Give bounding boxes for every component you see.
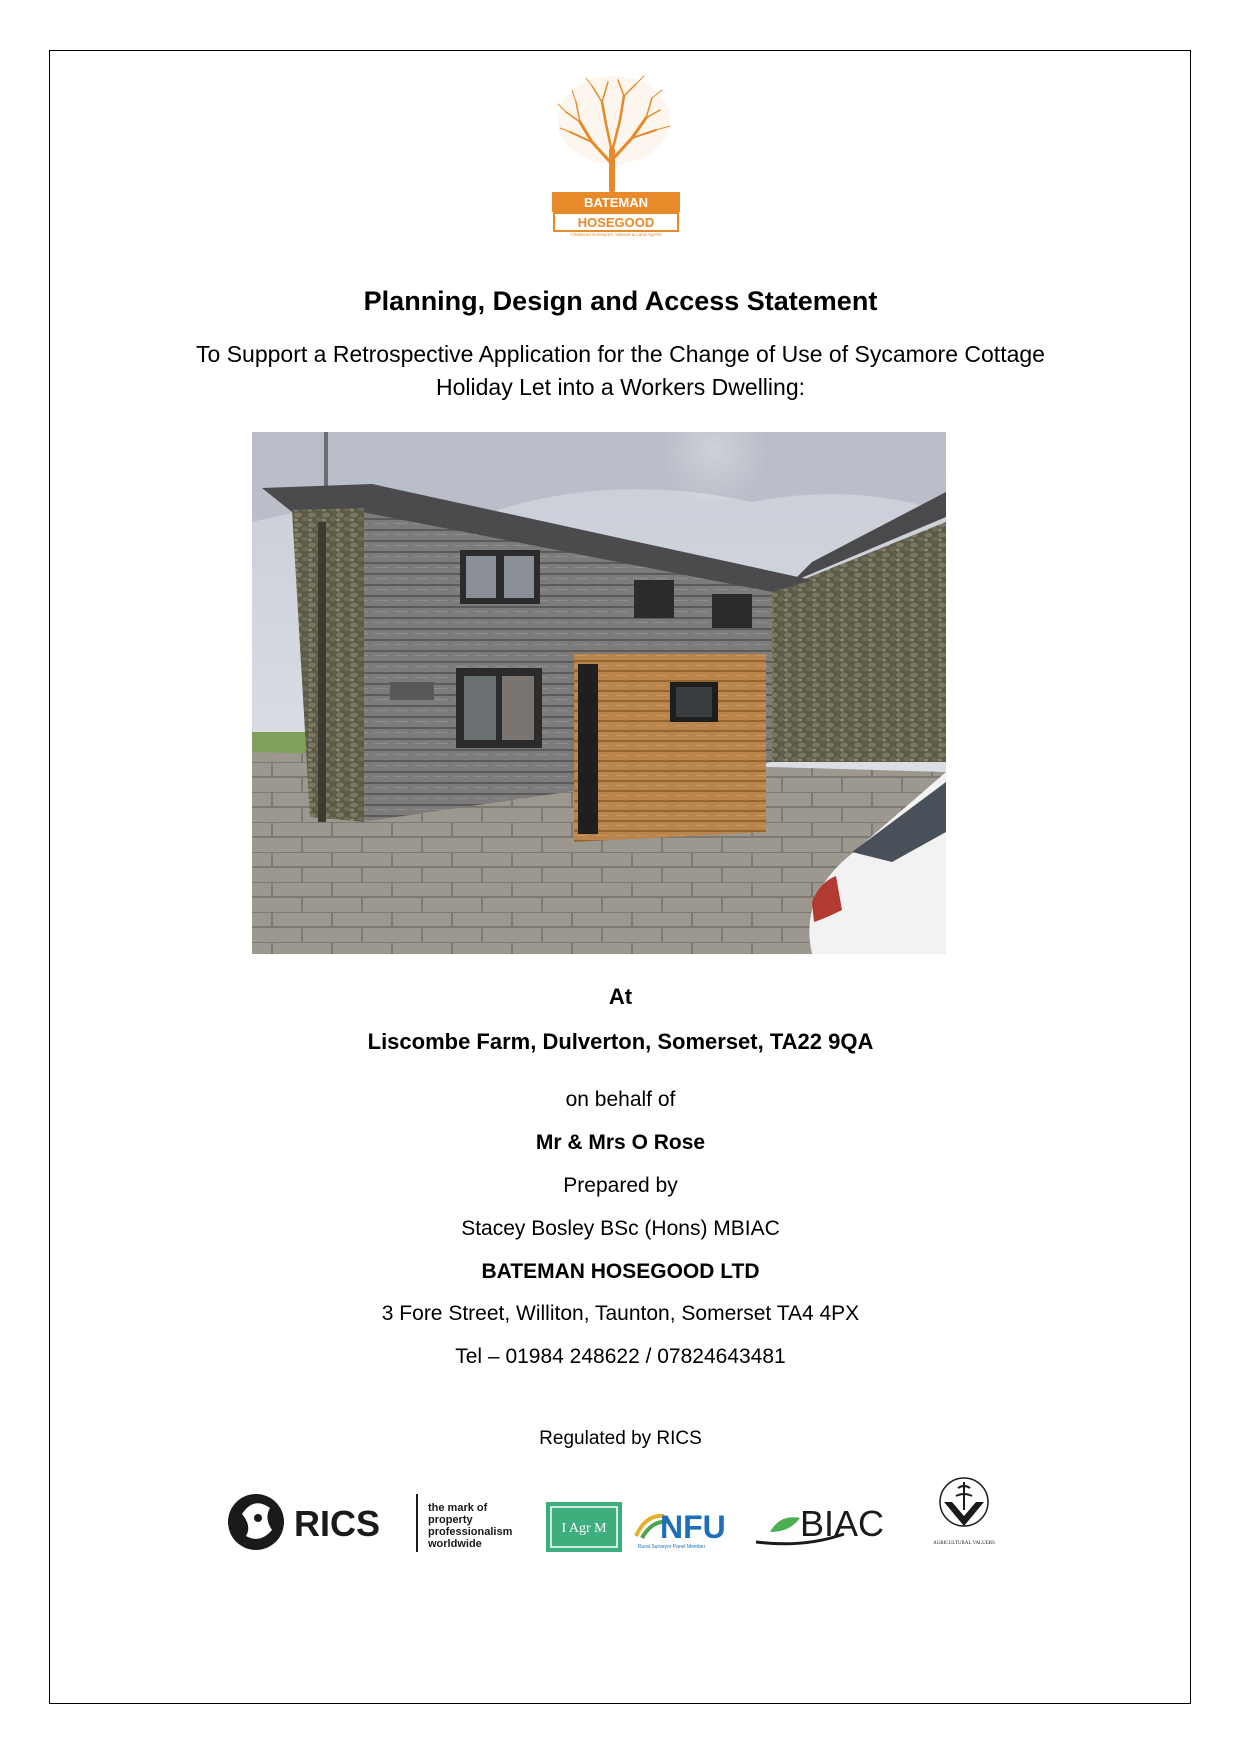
client-name: Mr & Mrs O Rose	[535, 1131, 706, 1154]
rics-tag-1: the mark of	[428, 1502, 488, 1514]
logo-name-line2: HOSEGOOD	[577, 215, 655, 230]
logo-tagline: Chartered Surveyors, Valuers & Land Agents	[570, 232, 662, 237]
biac-wordmark: BIAC	[800, 1503, 885, 1544]
document-title: Planning, Design and Access Statement	[363, 286, 878, 316]
document-subtitle	[0, 338, 1241, 404]
prepared-by: Prepared by	[563, 1174, 678, 1197]
subtitle-line-2: Holiday Let into a Workers Dwelling:	[435, 374, 805, 400]
regulated-by: Regulated by RICS	[539, 1428, 702, 1449]
nfu-wordmark: NFU	[660, 1509, 726, 1545]
at-label: At	[608, 984, 633, 1009]
rics-tag-3: professionalism	[428, 1526, 513, 1538]
cottage-photo	[252, 432, 946, 954]
accreditation-logos	[224, 1474, 1004, 1562]
author-name: Stacey Bosley BSc (Hons) MBIAC	[461, 1217, 780, 1240]
rics-lion-icon	[228, 1494, 284, 1550]
company-name: BATEMAN HOSEGOOD LTD	[481, 1260, 760, 1283]
telephone: Tel – 01984 248622 / 07824643481	[455, 1345, 786, 1368]
company-address: 3 Fore Street, Williton, Taunton, Somerset TA4 4PX	[381, 1302, 860, 1325]
caav-crest-icon	[940, 1478, 988, 1526]
rics-tag-2: property	[428, 1514, 473, 1526]
nfu-tag: Rural Surveyor Panel Member	[638, 1544, 706, 1550]
rics-wordmark: RICS	[294, 1503, 381, 1544]
subtitle-line-1: To Support a Retrospective Application for the Change of Use of Sycamore Cottage	[196, 341, 1045, 367]
caav-label: AGRICULTURAL VALUERS	[933, 1541, 995, 1546]
logo-name-line1: BATEMAN	[583, 195, 649, 210]
on-behalf-of: on behalf of	[565, 1088, 676, 1111]
site-address: Liscombe Farm, Dulverton, Somerset, TA22 9QA	[367, 1029, 874, 1054]
iagrm-wordmark: I Agr M	[561, 1521, 607, 1536]
rics-tag-4: worldwide	[428, 1538, 482, 1550]
bateman-hosegood-logo	[552, 72, 680, 237]
